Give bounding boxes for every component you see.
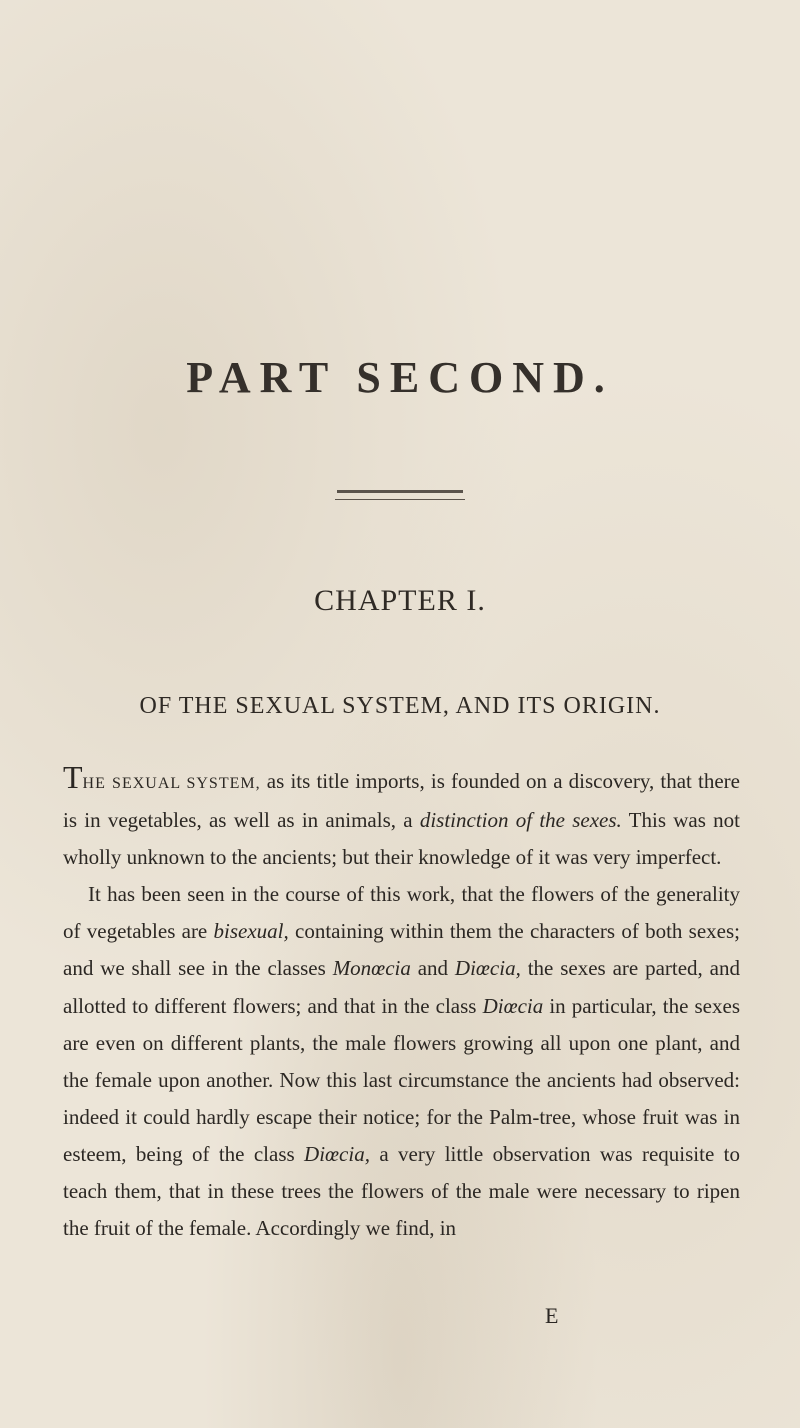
paragraph-2-italic-c: Diœcia,: [454, 956, 521, 981]
part-title: PART SECOND.: [186, 353, 614, 402]
paragraph-2-text-c: and: [410, 956, 455, 981]
body-text: [63, 759, 741, 1247]
head-smallcaps: SEXUAL SYSTEM,: [112, 775, 261, 792]
drop-capital: T: [63, 759, 83, 795]
paragraph-2-text-b: containing within them the characters of both sexes; and we shall see in the classes: [63, 919, 740, 981]
paragraph-1: [63, 759, 741, 876]
signature-mark: E: [545, 1303, 559, 1328]
paragraph-2-text-f: a very little observation was requisite to teach them, that in these trees the flowers of the male were necessary to ripen the fruit of the female. Accordingly we find, in: [63, 1141, 740, 1241]
paragraph-2-text-a: It has been seen in the course of this work, that the flowers of the generality of vegetables are: [63, 882, 740, 944]
paragraph-1-italic-a: distinction of the sexes.: [419, 808, 622, 833]
ornamental-rule-thick: [0, 490, 800, 493]
paragraph-2-text-d: the sexes are parted, and allotted to different flowers; and that in the class: [63, 956, 740, 1018]
chapter-subtitle: OF THE SEXUAL SYSTEM, AND ITS ORIGIN.: [139, 693, 661, 719]
paragraph-2: [63, 876, 740, 1247]
paragraph-2-italic-b: Monœcia: [332, 956, 411, 981]
paragraph-1-text-b: This was not wholly unknown to the ancients; but their knowledge of it was very imperfect.: [63, 808, 740, 870]
chapter-heading: CHAPTER I.: [314, 584, 486, 617]
head-word-rest: HE: [82, 775, 106, 792]
paragraph-2-italic-a: bisexual,: [213, 919, 289, 944]
paragraph-2-italic-e: Diœcia,: [304, 1141, 370, 1166]
paragraph-2-text-e: in particular, the sexes are even on different plants, the male flowers growing all upon one plant, and the female upon another. Now this last circumstance the ancients had observed: indeed it could hardly escape their notice; for the Palm-tree, whose fruit was in esteem, being of the class: [63, 993, 740, 1166]
paragraph-1-text-a: as its title imports, is founded on a discovery, that there is in vegetables, as well as in animals, a: [63, 769, 741, 833]
ornamental-rule-thin: [0, 499, 800, 500]
paragraph-2-italic-d: Diœcia: [482, 993, 544, 1018]
